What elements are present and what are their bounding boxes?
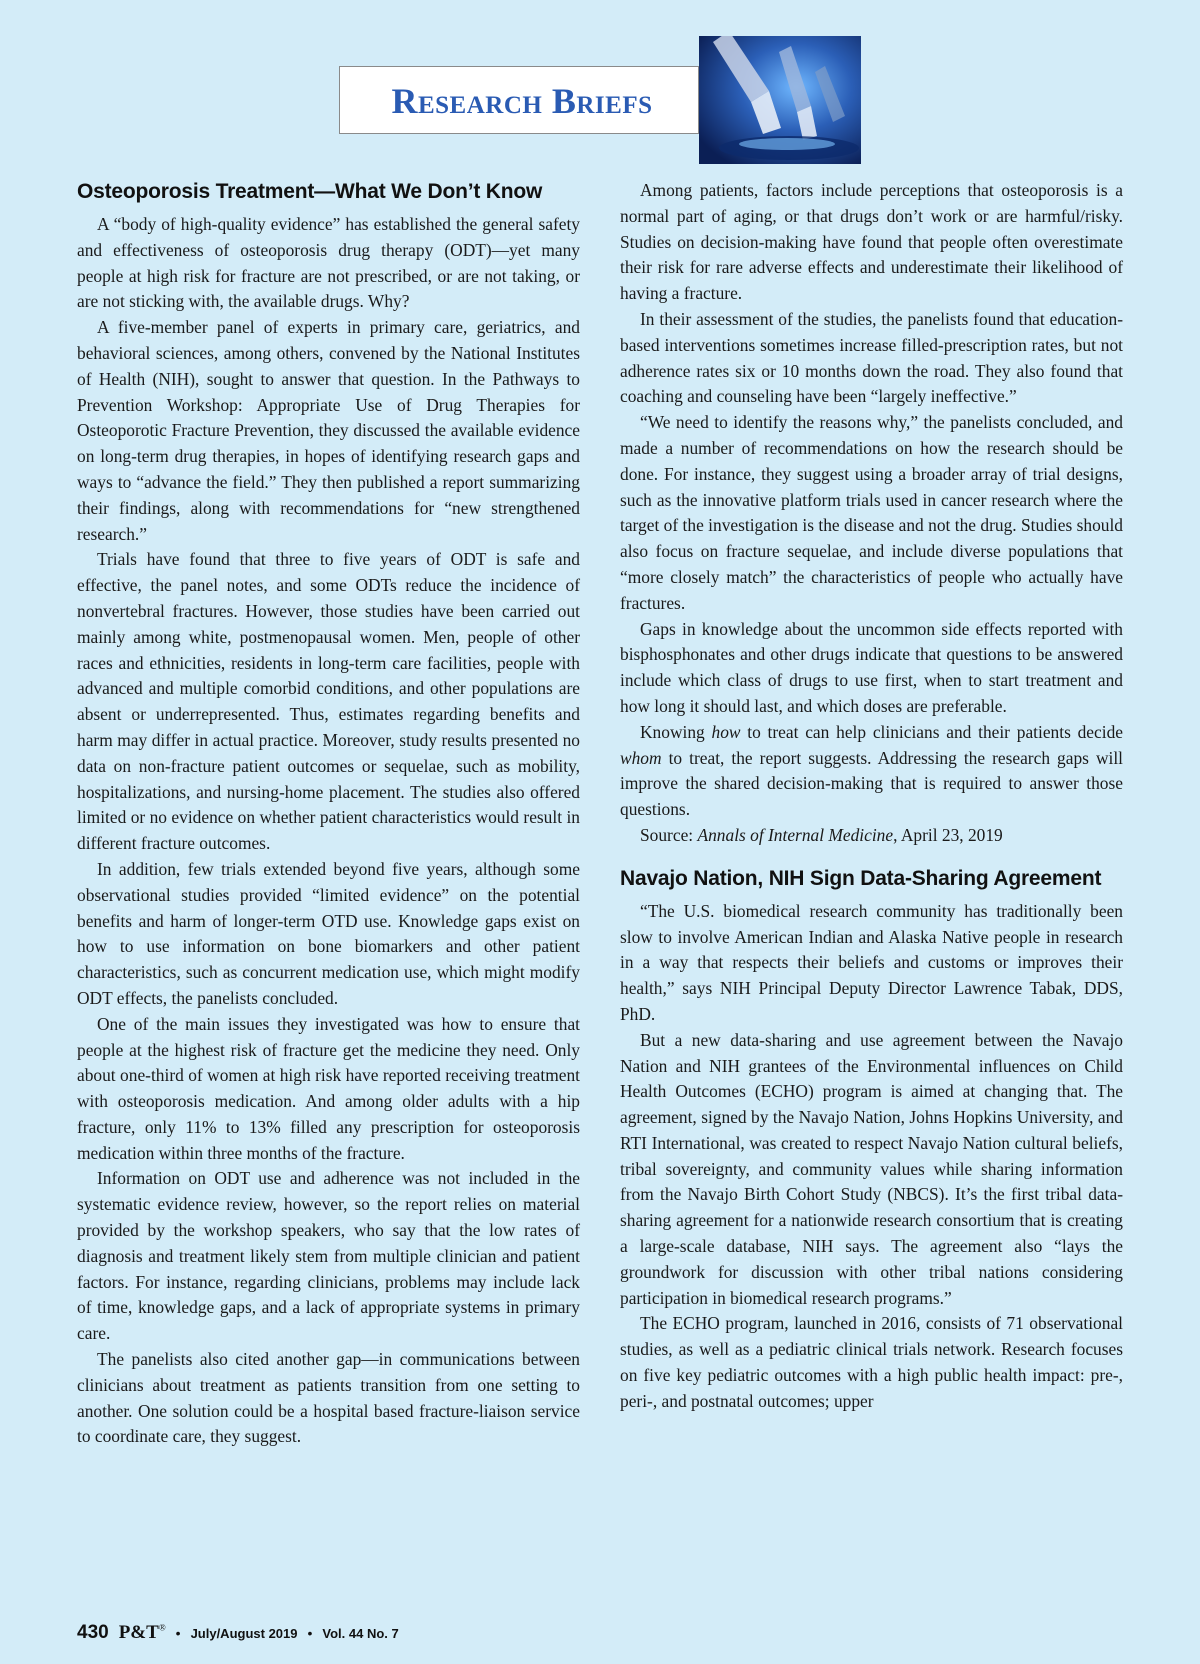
paragraph-knowing — [620, 720, 1123, 823]
left-column — [77, 178, 580, 1450]
section-title: Research Briefs — [391, 81, 653, 121]
paragraph: Trials have found that three to five years of ODT is safe and effective, the panel notes, and some ODTs reduce the incidence of nonvertebral fractures. However, those studies have been carried out mainly among white, postmenopausal women. Men, people of other races and ethnicities, residents in long-term care facilities, people with advanced and multiple comorbid conditions, and other populations are absent or underrepresented. Thus, estimates regarding benefits and harm may differ in actual practice. Moreover, study results presented no data on non-fracture patient outcomes or sequelae, such as mobility, hospitalizations, and nursing-home placement. The studies also offered limited or no evidence on whether patient characteristics would result in different fracture outcomes. — [77, 549, 580, 854]
right-column — [620, 178, 1123, 1415]
article-title-navajo: Navajo Nation, NIH Sign Data-Sharing Agreement — [620, 866, 1102, 890]
text-run: Knowing — [640, 721, 712, 742]
journal-title: P&T — [118, 1622, 159, 1643]
journal-name — [119, 1622, 166, 1644]
paragraph: A five-member panel of experts in primary care, geriatrics, and behavioral sciences, among others, convened by the National Institutes of Health (NIH), sought to answer that question. In the Pathways to Prevention Workshop: Appropriate Use of Drug Therapies for Osteoporotic Fracture Prevention, they discussed the available evidence on long-term drug therapies, in hopes of identifying research gaps and ways to “advance the field.” They then published a report summarizing their findings, along with recommendations for “new strengthened research.” — [77, 317, 580, 544]
bullet-separator: • — [175, 1625, 181, 1641]
text-run: to treat can help clinicians and their patients decide — [740, 721, 1123, 742]
paragraph: The panelists also cited another gap—in communications between clinicians about treatment as patients transition from one setting to another. One solution could be a hospital based fracture-liaison service to coordinate care, they suggest. — [77, 1349, 580, 1447]
paragraph: One of the main issues they investigated was how to ensure that people at the highest risk of fracture get the medicine they need. Only about one-third of women at high risk have reported receiving treatment with osteoporosis medication. And among older adults with a hip fracture, only 11% to 13% filled any prescription for osteoporosis medication within three months of the fracture. — [77, 1013, 580, 1163]
paragraph: Among patients, factors include perceptions that osteoporosis is a normal part of aging, or that drugs don’t work or are harmful/risky. Studies on decision-making have found that people often overestimate their risk for rare adverse effects and underestimate their likelihood of having a fracture. — [620, 180, 1123, 304]
issue-date: July/August 2019 — [190, 1626, 298, 1641]
article-title-osteoporosis: Osteoporosis Treatment—What We Don’t Know — [77, 180, 543, 203]
source-date: , April 23, 2019 — [893, 824, 1003, 845]
microscope-image — [699, 36, 861, 164]
registered-mark: ® — [158, 1622, 166, 1633]
paragraph: “The U.S. biomedical research community has traditionally been slow to involve American Indian and Alaska Native people in research in a way that respects their beliefs and customs or improves their health,” says NIH Principal Deputy Director Lawrence Tabak, DDS, PhD. — [620, 900, 1123, 1024]
bullet-separator: • — [307, 1625, 313, 1641]
paragraph: Information on ODT use and adherence was not included in the systematic evidence review, however, so the report relies on material provided by the workshop speakers, who say that the low rates of diagnosis and treatment likely stem from multiple clinician and patient factors. For instance, regarding clinicians, problems may include lack of time, knowledge gaps, and a lack of appropriate systems in primary care. — [77, 1168, 580, 1344]
microscope-icon — [699, 36, 861, 164]
page-footer — [77, 1622, 399, 1644]
source-publication: Annals of Internal Medicine — [697, 824, 894, 845]
source-label: Source: — [640, 824, 698, 845]
paragraph: But a new data-sharing and use agreement between the Navajo Nation and NIH grantees of the Environmental influences on Child Health Outcomes (ECHO) program is aimed at changing that. The agreement, signed by the Navajo Nation, Johns Hopkins University, and RTI International, was created to respect Navajo Nation cultural beliefs, tribal sovereignty, and community values while sharing information from the Navajo Birth Cohort Study (NBCS). It’s the first tribal data-sharing agreement for a nationwide research consortium that is creating a large-scale database, NIH says. The agreement also “lays the groundwork for discussion with other tribal nations considering participation in biomedical research programs.” — [620, 1029, 1123, 1308]
source-citation — [620, 823, 1123, 849]
volume: Vol. 44 No. 7 — [322, 1626, 399, 1641]
paragraph: “We need to identify the reasons why,” the panelists concluded, and made a number of recommendations on how the research should be done. For instance, they suggest using a broader array of trial designs, such as the innovative platform trials used in cancer research where the target of the investigation is the disease and not the drug. Studies should also focus on fracture sequelae, and include diverse populations that “more closely match” the characteristics of people who actually have fractures. — [620, 412, 1123, 613]
paragraph: In addition, few trials extended beyond five years, although some observational studies provided “limited evidence” on the potential benefits and harm of longer-term OTD use. Knowledge gaps exist on how to use information on bone biomarkers and other patient characteristics, such as concurrent medication use, which might modify ODT effects, the panelists concluded. — [77, 858, 580, 1008]
paragraph: Gaps in knowledge about the uncommon side effects reported with bisphosphonates and other drugs indicate that questions to be answered include which class of drugs to use first, when to start treatment and how long it should last, and which doses are preferable. — [620, 618, 1123, 716]
emphasis: whom — [620, 747, 662, 768]
emphasis: how — [711, 721, 741, 742]
paragraph: A “body of high-quality evidence” has established the general safety and effectiveness of osteoporosis drug therapy (ODT)—yet many people at high risk for fracture are not prescribed, or are not taking, or are not sticking with, the available drugs. Why? — [77, 214, 580, 312]
page-number: 430 — [77, 1622, 109, 1643]
text-run: to treat, the report suggests. Addressing the research gaps will improve the shared decision-making that is required to answer those questions. — [620, 747, 1123, 820]
paragraph: In their assessment of the studies, the panelists found that education-based interventions sometimes increase filled-prescription rates, but not adherence rates six or 10 months down the road. They also found that coaching and counseling have been “largely ineffective.” — [620, 308, 1123, 407]
paragraph: The ECHO program, launched in 2016, consists of 71 observational studies, as well as a pediatric clinical trials network. Research focuses on five key pediatric outcomes with a high public health impact: pre-, peri-, and postnatal outcomes; upper — [620, 1313, 1123, 1411]
